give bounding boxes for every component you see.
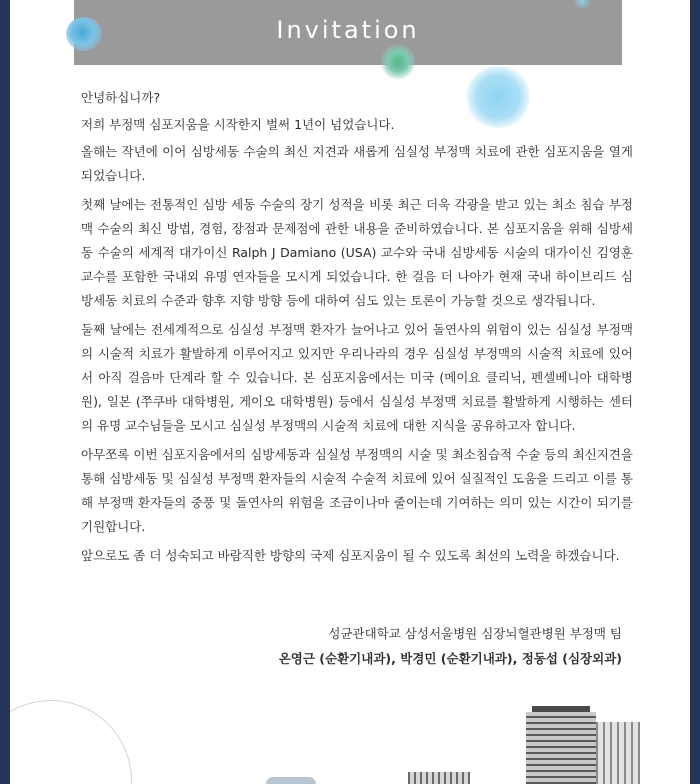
- day-two-paragraph: 둘째 날에는 전세계적으로 심실성 부정맥 환자가 늘어나고 있어 돌연사의 위험이 있는 심실성 부정맥의 시술적 치료가 활발하게 이루어지고 있지만 우리나라의 경우 심실성 부정맥의 시술적 치료에 있어서 아직 걸음마 단계라 할 수 있습니다. 본 심포지움에서는 미국 (메이요 클리닉, 펜셀베니아 대학병원), 일본 (쭈쿠바 대학병원, 게이오 대학병원) 등에서 심실성 부정맥 치료를 활발하게 시행하는 센터의 유명 교수님들을 모시고 심실성 부정맥의 시술적 치료에 대한 지식을 공유하고자 합니다.: [81, 322, 633, 433]
- signature-organization: 성균관대학교 삼성서울병원 심장뇌혈관병원 부정맥 팀: [328, 626, 622, 641]
- decorative-dot-blue: [66, 17, 102, 51]
- signature-block: [279, 621, 622, 671]
- decorative-dot-green: [381, 44, 415, 80]
- invitation-card: [10, 0, 690, 784]
- building-low-illustration: [408, 772, 470, 784]
- invitation-header: [74, 0, 622, 65]
- day-one-paragraph: 첫째 날에는 전통적인 심방 세동 수술의 장기 성적을 비롯 최근 더욱 각광을 받고 있는 최소 침습 부정맥 수술의 최신 방법, 경험, 장점과 문제점에 관한 내용을 준비하였습니다. 본 심포지움을 위해 심방세동 수술의 세계적 대가이신 Ralph J Damiano (USA) 교수와 국내 심방세동 시술의 대가이신 김영훈 교수를 포함한 국내외 유명 연자들을 모시게 되었습니다. 한 걸음 더 나아가 현재 국내 하이브리드 심방세동 치료의 수준과 향후 지향 방향 등에 대하여 심도 있는 토론이 가능할 것으로 생각됩니다.: [81, 197, 633, 308]
- invitation-body: [81, 86, 633, 573]
- intro-paragraph: 저희 부정맥 심포지움을 시작한지 벌써 1년이 넘었습니다.: [81, 117, 395, 132]
- decorative-arc: [10, 700, 132, 784]
- invitation-title: Invitation: [276, 16, 420, 44]
- closing-paragraph: 앞으로도 좀 더 성숙되고 바람직한 방향의 국제 심포지움이 될 수 있도록 최선의 노력을 하겠습니다.: [81, 548, 620, 563]
- hospital-building-illustration: [526, 712, 596, 784]
- greeting-paragraph: 안녕하십니까?: [81, 90, 161, 105]
- building-dome-illustration: [266, 777, 316, 784]
- hope-paragraph: 아무쪼록 이번 심포지움에서의 심방세동과 심실성 부정맥의 시술 및 최소침습적 수술 등의 최신지견을 통해 심방세동 및 심실성 부정맥 환자들의 시술적 수술적 치료에 있어 실질적인 도움을 드리고 이를 통해 부정맥 환자들의 중풍 및 돌연사의 위험을 조금이나마 줄이는데 기여하는 의미 있는 시간이 되기를 기원합니다.: [81, 447, 633, 534]
- purpose-paragraph: 올해는 작년에 이어 심방세동 수술의 최신 지견과 새롭게 심실성 부정맥 치료에 관한 심포지움을 열게 되었습니다.: [81, 144, 633, 183]
- decorative-dot-small: [570, 0, 594, 8]
- signature-names: 온영근 (순환기내과), 박경민 (순환기내과), 정동섭 (심장외과): [278, 651, 622, 666]
- hospital-annex-illustration: [596, 722, 640, 784]
